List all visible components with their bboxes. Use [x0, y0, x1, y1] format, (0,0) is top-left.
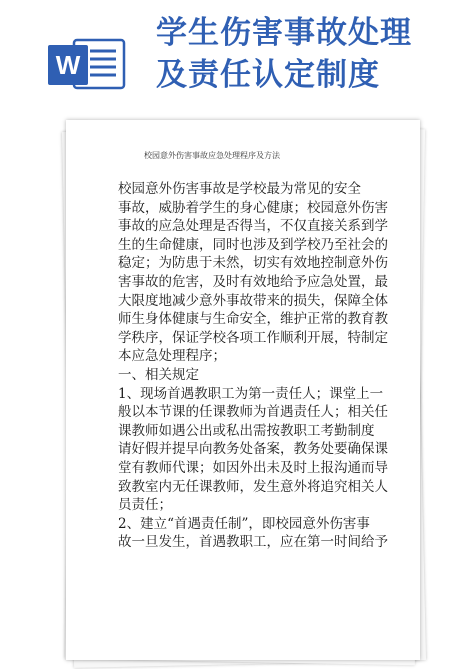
document-line: 故一旦发生，首遇教职工，应在第一时间给予: [118, 534, 388, 551]
document-line: 大限度地减少意外事故带来的损失，保障全体: [118, 292, 388, 309]
word-icon-letter: W: [55, 50, 81, 80]
banner-title-line-1: 学生伤害事故处理: [156, 15, 412, 51]
document-line: 课教师如遇公出或私出需按教职工考勤制度: [118, 422, 375, 439]
document-line: 2、建立“首遇责任制”，即校园意外伤害事: [118, 515, 370, 532]
document-line: 本应急处理程序；: [118, 348, 226, 365]
document-line: 1、现场首遇教职工为第一责任人；课堂上一: [118, 385, 384, 402]
word-document-icon: [44, 36, 130, 92]
document-line: 般以本节课的任课教师为首遇责任人；相关任: [118, 404, 388, 421]
document-line: 致教室内无任课教师，发生意外将追究相关人: [118, 478, 388, 495]
banner-title-line-2: 及责任认定制度: [156, 57, 380, 93]
document-line: 学秩序，保证学校各项工作顺利开展，特制定: [118, 329, 388, 346]
banner-title: [156, 12, 468, 96]
document-line: 事故的应急处理是否得当，不仅直接关系到学: [118, 218, 388, 235]
document-preview: [64, 120, 424, 665]
document-line: 生的生命健康，同时也涉及到学校乃至社会的: [118, 236, 388, 253]
document-body: [118, 180, 388, 552]
document-line: 一、相关规定: [118, 366, 199, 383]
document-line: 员责任；: [118, 497, 172, 514]
document-line: 请好假并提早向教务处备案，教务处要确保课: [118, 441, 388, 458]
banner: [0, 0, 474, 112]
document-subtitle: 校园意外伤害事故应急处理程序及方法: [144, 151, 280, 160]
document-page: [66, 120, 420, 660]
document-line: 害事故的危害，及时有效地给予应急处置，最: [118, 273, 388, 290]
document-line: 师生身体健康与生命安全，维护正常的教育教: [118, 311, 388, 328]
document-line: 堂有教师代课；如因外出未及时上报沟通而导: [118, 459, 388, 476]
document-line: 稳定；为防患于未然，切实有效地控制意外伤: [118, 255, 388, 272]
document-line: 事故，威胁着学生的身心健康；校园意外伤害: [118, 199, 388, 216]
document-line: 校园意外伤害事故是学校最为常见的安全: [118, 181, 361, 197]
